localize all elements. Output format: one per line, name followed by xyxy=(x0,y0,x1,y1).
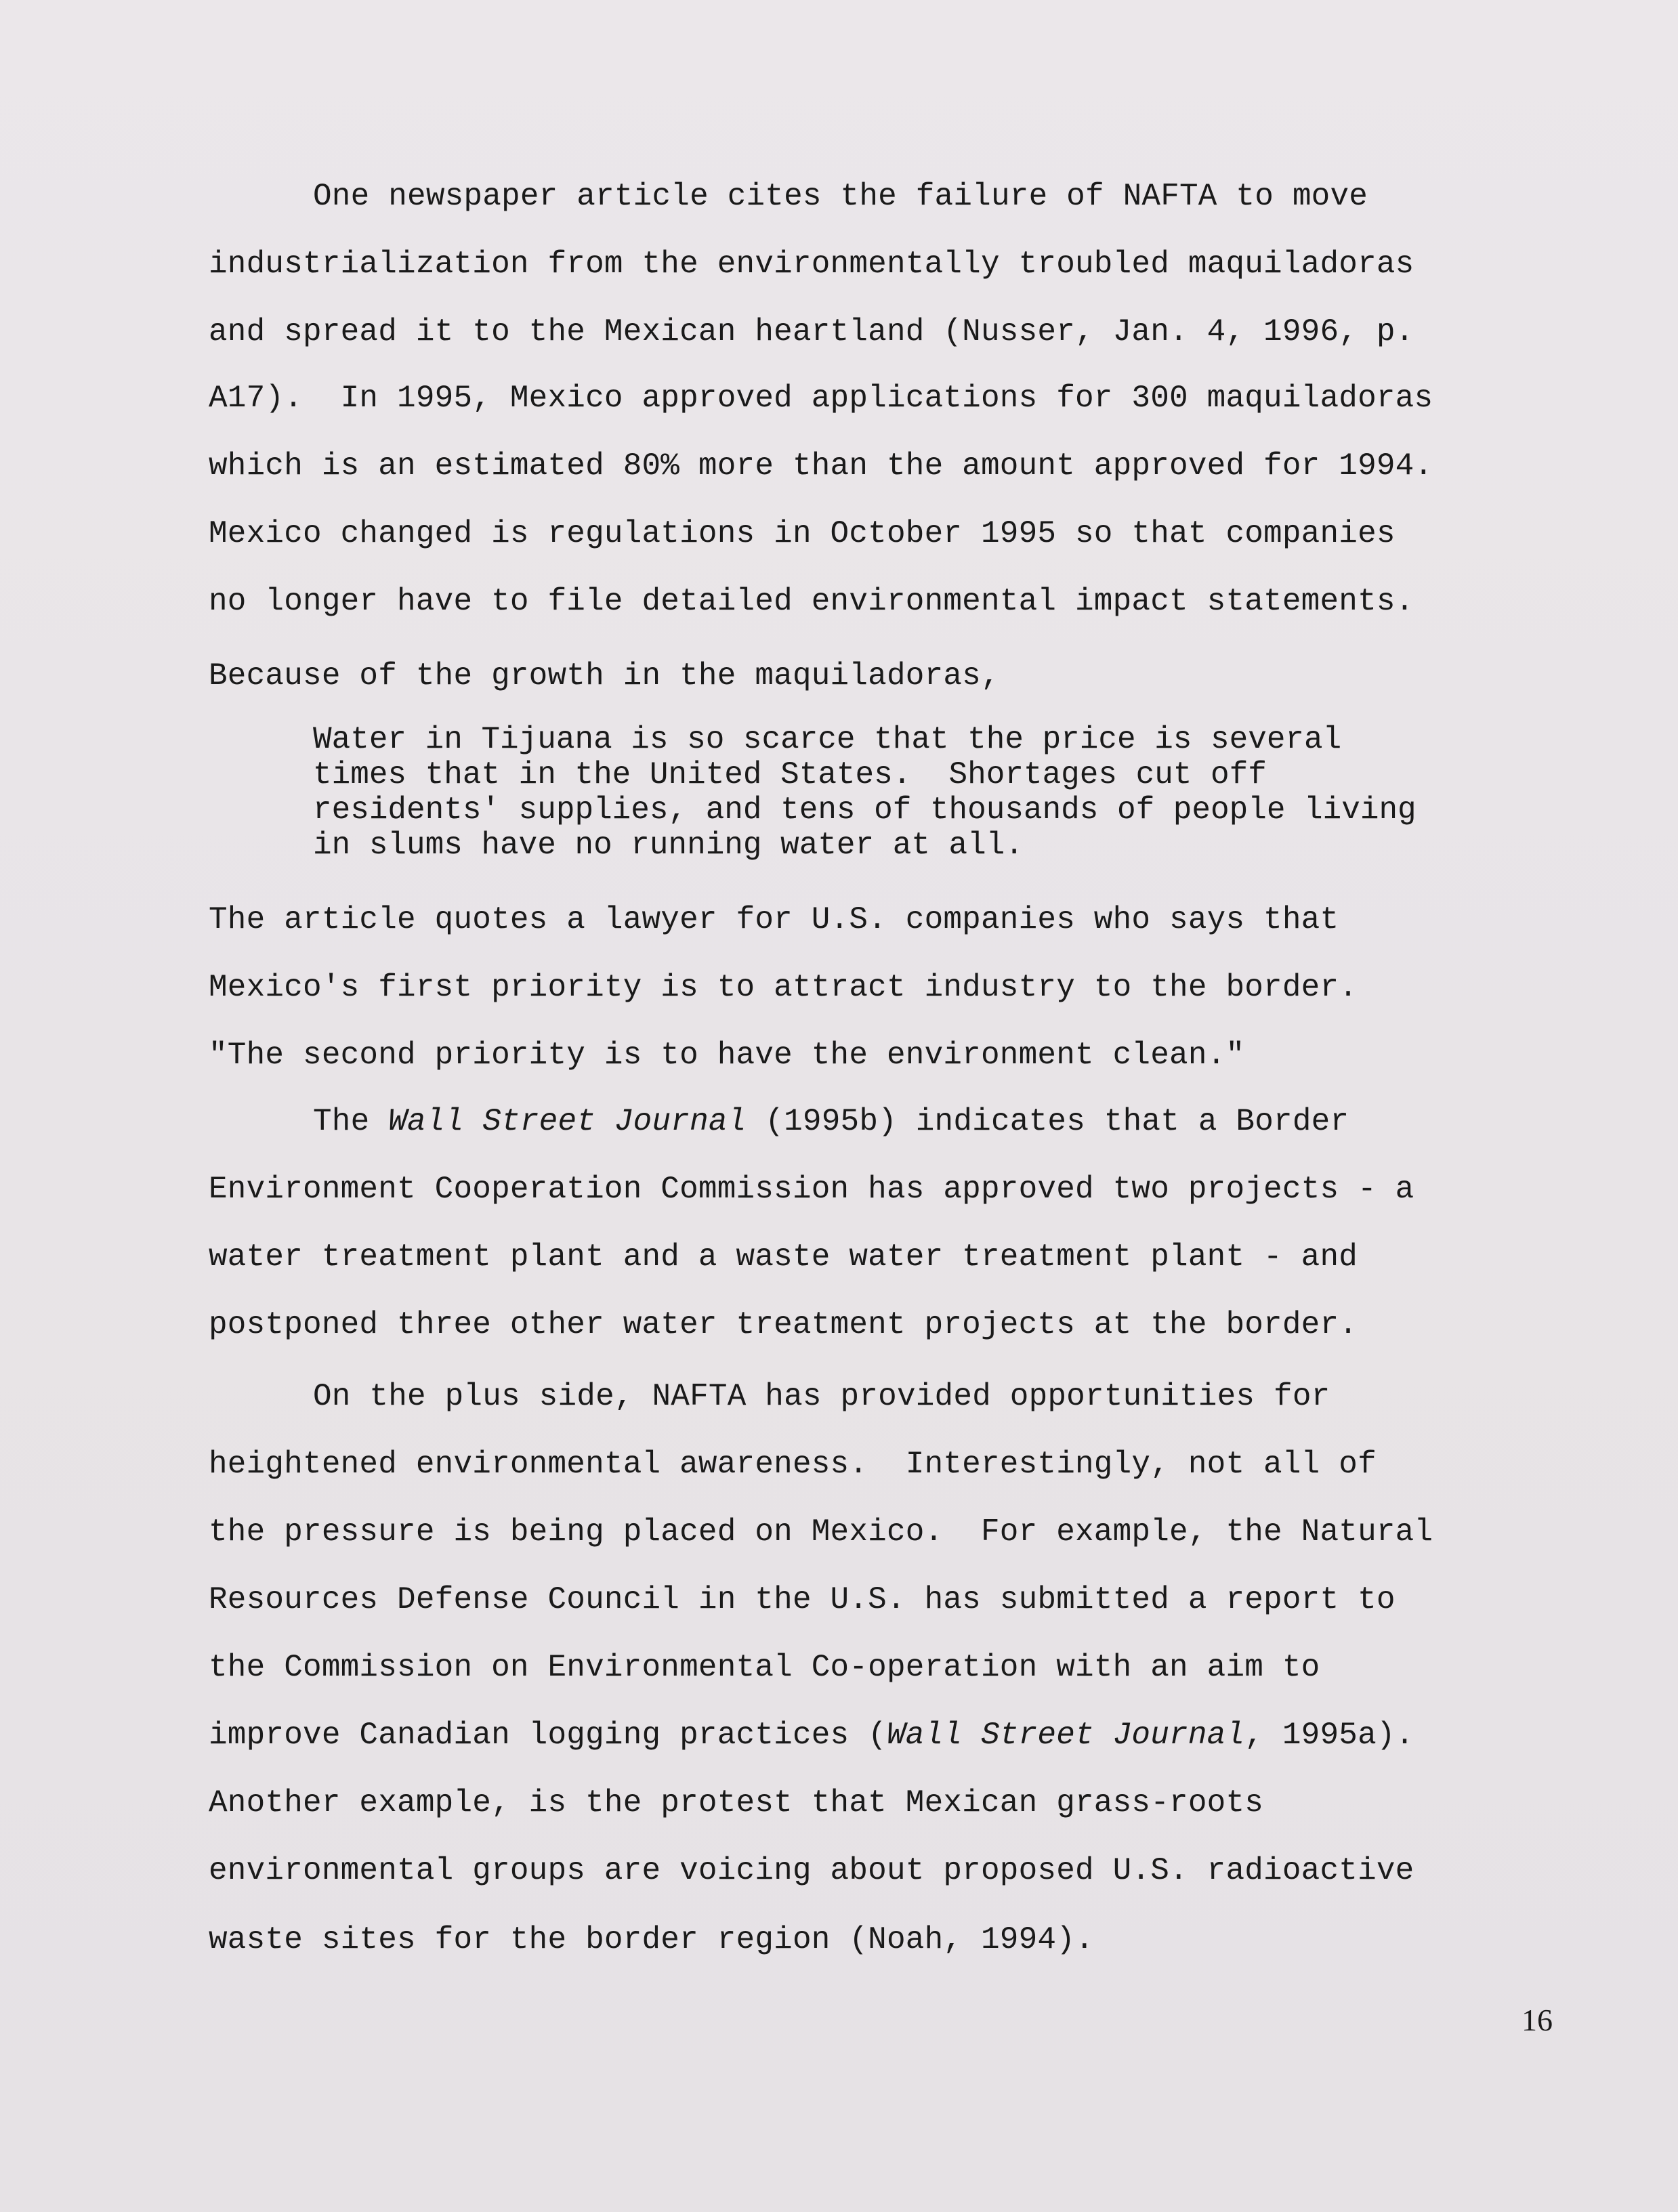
paragraph-2-line-2: Mexico's first priority is to attract industry to the border. xyxy=(209,970,1358,1005)
paragraph-3-line-2: Environment Cooperation Commission has approved two projects - a xyxy=(209,1172,1414,1207)
paragraph-1-line-8: Because of the growth in the maquiladoras, xyxy=(209,658,1000,694)
page-number: 16 xyxy=(1522,2003,1553,2037)
block-quote-line-2: times that in the United States. Shortages cut off xyxy=(313,757,1267,792)
paragraph-2-line-3: "The second priority is to have the environment clean." xyxy=(209,1038,1245,1073)
paragraph-1-line-7: no longer have to file detailed environmental impact statements. xyxy=(209,584,1414,619)
paragraph-3-line-1-end: (1995b) indicates that a Border xyxy=(746,1104,1349,1139)
paragraph-1-line-4: A17). In 1995, Mexico approved applications for 300 maquiladoras xyxy=(209,381,1433,416)
paragraph-1-line-2: industrialization from the environmentally troubled maquiladoras xyxy=(209,247,1414,282)
paragraph-1-line-6: Mexico changed is regulations in October 1995 so that companies xyxy=(209,516,1396,551)
paragraph-1-line-1: One newspaper article cites the failure of NAFTA to move xyxy=(313,179,1368,214)
paragraph-3-line-3: water treatment plant and a waste water treatment plant - and xyxy=(209,1239,1358,1275)
paragraph-2-line-1: The article quotes a lawyer for U.S. companies who says that xyxy=(209,902,1339,937)
paragraph-3-line-1 xyxy=(313,1103,1349,1141)
block-quote-line-3: residents' supplies, and tens of thousands of people living xyxy=(313,792,1417,828)
paragraph-4-line-7: Another example, is the protest that Mexican grass-roots xyxy=(209,1785,1264,1821)
paragraph-4-line-8: environmental groups are voicing about proposed U.S. radioactive xyxy=(209,1853,1414,1888)
block-quote-line-1: Water in Tijuana is so scarce that the price is several xyxy=(313,722,1342,757)
paragraph-4-line-6-start: improve Canadian logging practices ( xyxy=(209,1718,887,1753)
paragraph-4-line-6-end: , 1995a). xyxy=(1244,1718,1414,1753)
paragraph-1-line-5: which is an estimated 80% more than the amount approved for 1994. xyxy=(209,448,1433,484)
paragraph-4-line-6 xyxy=(209,1716,1414,1754)
paragraph-1-line-3: and spread it to the Mexican heartland (Nusser, Jan. 4, 1996, p. xyxy=(209,314,1414,349)
paragraph-3-line-4: postponed three other water treatment projects at the border. xyxy=(209,1307,1358,1342)
paragraph-4-line-5: the Commission on Environmental Co-operation with an aim to xyxy=(209,1650,1320,1685)
journal-title: Wall Street Journal xyxy=(388,1104,747,1139)
block-quote-line-4: in slums have no running water at all. xyxy=(313,828,1024,863)
paragraph-4-line-3: the pressure is being placed on Mexico. For example, the Natural xyxy=(209,1514,1433,1550)
paragraph-4-line-2: heightened environmental awareness. Interestingly, not all of xyxy=(209,1447,1377,1482)
paragraph-4-line-4: Resources Defense Council in the U.S. has submitted a report to xyxy=(209,1582,1396,1617)
paragraph-4-line-9: waste sites for the border region (Noah, 1994). xyxy=(209,1922,1094,1957)
journal-title: Wall Street Journal xyxy=(886,1718,1245,1753)
paragraph-3-line-1-start: The xyxy=(313,1104,389,1139)
paragraph-4-line-1: On the plus side, NAFTA has provided opportunities for xyxy=(313,1379,1330,1414)
